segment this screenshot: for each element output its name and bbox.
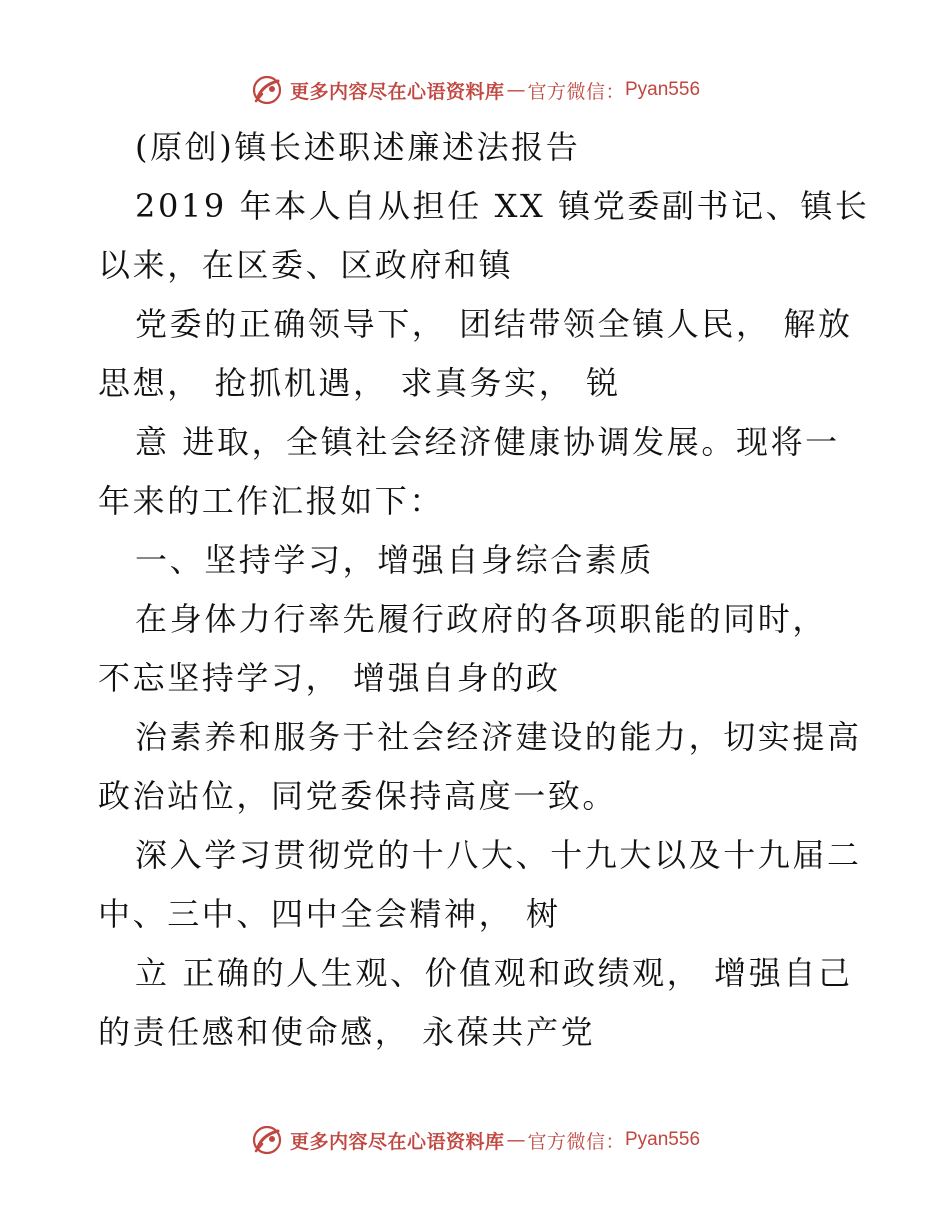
body-line: 中、三中、四中全会精神， 树 xyxy=(98,895,561,933)
watermark-main-text: 更多内容尽在心语资料库 xyxy=(289,80,505,103)
body-line: 不忘坚持学习， 增强自身的政 xyxy=(98,659,561,697)
section-heading: 一、坚持学习，增强自身综合素质 xyxy=(135,541,655,579)
body-line: 年来的工作汇报如下： xyxy=(98,482,445,520)
watermark-wechat-id: Pyan556 xyxy=(625,79,701,100)
pen-logo-icon xyxy=(250,73,284,107)
body-line: 立 正确的人生观、价值观和政绩观， 增强自己 xyxy=(135,954,853,992)
pen-logo-icon xyxy=(250,1123,284,1157)
body-line: 治素养和服务于社会经济建设的能力，切实提高 xyxy=(135,718,862,756)
watermark-main-text: 更多内容尽在心语资料库 xyxy=(289,1130,505,1153)
body-line: 以来，在区委、区政府和镇 xyxy=(98,246,514,284)
body-line: 思想， 抢抓机遇， 求真务实， 锐 xyxy=(98,364,621,402)
watermark-header xyxy=(0,70,950,110)
body-line: 政治站位，同党委保持高度一致。 xyxy=(98,777,618,815)
body-line: 在身体力行率先履行政府的各项职能的同时， xyxy=(135,600,828,638)
watermark-separator: — xyxy=(506,1129,526,1151)
watermark-wechat-id: Pyan556 xyxy=(625,1129,701,1150)
document-body xyxy=(98,118,870,1062)
watermark-sub-text: 官方微信： xyxy=(527,80,625,103)
body-line: 的责任感和使命感， 永葆共产党 xyxy=(98,1013,596,1051)
watermark-footer xyxy=(0,1120,950,1160)
body-line: 意 进取，全镇社会经济健康协调发展。现将一 xyxy=(135,423,840,461)
body-line: 深入学习贯彻党的十八大、十九大以及十九届二 xyxy=(135,836,862,874)
watermark-separator: — xyxy=(506,79,526,101)
body-line: 2019 年本人自从担任 XX 镇党委副书记、镇长 xyxy=(135,187,870,225)
document-title: (原创)镇长述职述廉述法报告 xyxy=(135,128,581,166)
watermark-sub-text: 官方微信： xyxy=(527,1130,625,1153)
body-line: 党委的正确领导下， 团结带领全镇人民， 解放 xyxy=(135,305,853,343)
